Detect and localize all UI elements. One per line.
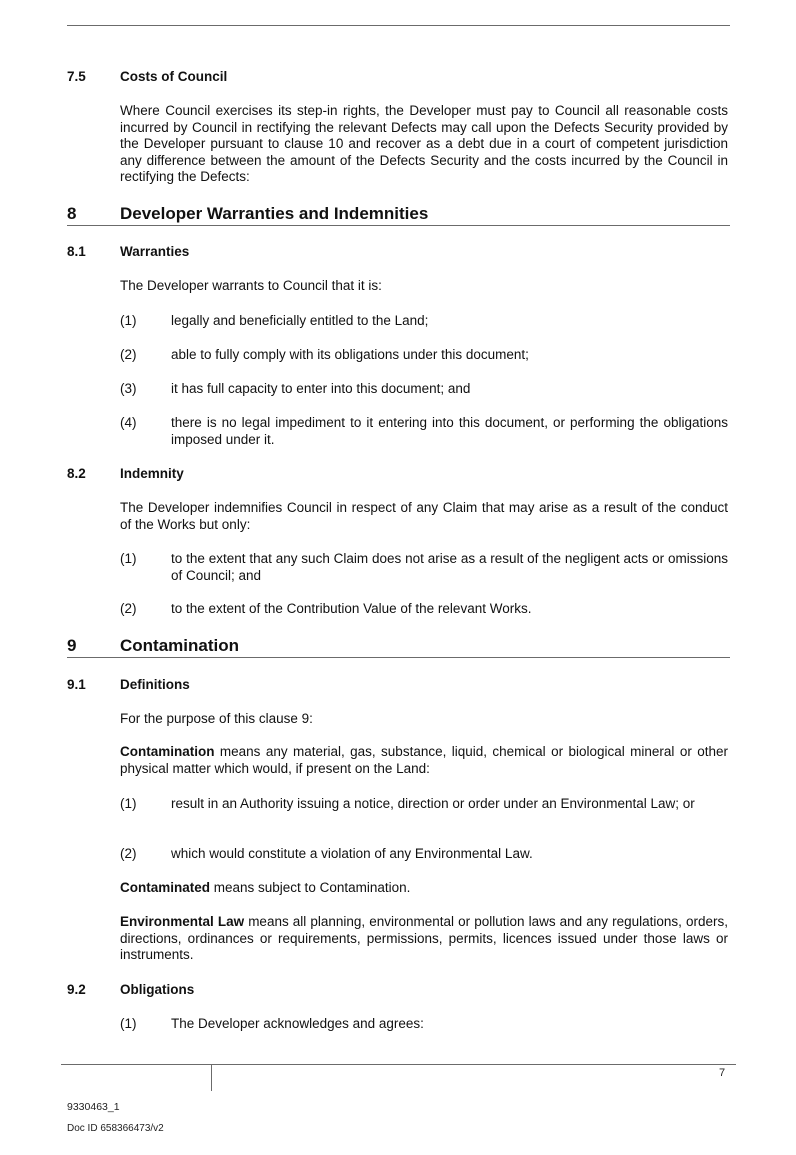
list-item-text: able to fully comply with its obligations under this document; (171, 347, 529, 362)
section-8-title: Developer Warranties and Indemnities (120, 204, 429, 223)
footer-rule (61, 1064, 736, 1065)
section-9-1-title: Definitions (120, 677, 190, 692)
page-number: 7 (719, 1067, 726, 1079)
section-7-5-title: Costs of Council (120, 69, 228, 84)
definition-text: means all planning, environmental or pollution laws and any regulations, orders, directions, ordinances or requirements, permissions, permits, licences issued under those laws or instruments. (120, 914, 728, 962)
section-9-rule (67, 657, 730, 658)
list-item-number: (2) (120, 846, 137, 861)
footer-divider (211, 1064, 212, 1091)
section-9-1-intro: For the purpose of this clause 9: (120, 711, 313, 726)
list-item-number: (2) (120, 347, 137, 362)
section-9-1-number: 9.1 (67, 677, 86, 692)
document-code: 9330463_1 (67, 1101, 120, 1113)
section-8-2-intro: The Developer indemnifies Council in respect of any Claim that may arise as a result of the conduct of the Works but only: (120, 500, 728, 532)
header-rule (67, 25, 730, 26)
definition-text: means any material, gas, substance, liquid, chemical or biological mineral or other physical matter which would, if present on the Land: (120, 744, 728, 776)
list-item-number: (3) (120, 381, 137, 396)
list-item-number: (2) (120, 601, 137, 616)
section-8-2-title: Indemnity (120, 466, 184, 481)
section-8-1-number: 8.1 (67, 244, 86, 259)
section-8-rule (67, 225, 730, 226)
list-item-text: to the extent that any such Claim does not arise as a result of the negligent acts or omissions of Council; and (171, 551, 728, 583)
definition-contaminated (120, 880, 728, 897)
list-item-number: (1) (120, 313, 137, 328)
section-9-number: 9 (67, 636, 77, 655)
list-item-number: (4) (120, 415, 137, 430)
section-7-5-body: Where Council exercises its step-in rights, the Developer must pay to Council all reasonable costs incurred by Council in rectifying the relevant Defects may call upon the Defects Security provided by the Developer pursuant to clause 10 and recover as a debt due in a court of competent jurisdiction any difference between the amount of the Defects Security and the costs incurred by the Council in rectifying the Defects: (120, 103, 728, 184)
section-8-2-number: 8.2 (67, 466, 86, 481)
section-9-title: Contamination (120, 636, 239, 655)
section-8-1-title: Warranties (120, 244, 190, 259)
definition-environmental-law (120, 914, 728, 964)
list-item-text: which would constitute a violation of any Environmental Law. (171, 846, 533, 861)
section-8-1-intro: The Developer warrants to Council that it is: (120, 278, 382, 293)
definition-term: Environmental Law (120, 914, 245, 929)
section-9-2-title: Obligations (120, 982, 195, 997)
list-item-text: to the extent of the Contribution Value of the relevant Works. (171, 601, 532, 616)
list-item-text: result in an Authority issuing a notice, direction or order under an Environmental Law; or (171, 796, 695, 811)
list-item-text: legally and beneficially entitled to the Land; (171, 313, 429, 328)
list-item-number: (1) (120, 796, 137, 811)
definition-term: Contamination (120, 744, 215, 759)
list-item-text: The Developer acknowledges and agrees: (171, 1016, 424, 1031)
list-item-number: (1) (120, 1016, 137, 1031)
definition-term: Contaminated (120, 880, 211, 895)
definition-contamination (120, 744, 728, 777)
section-8-number: 8 (67, 204, 77, 223)
section-7-5-number: 7.5 (67, 69, 86, 84)
list-item-number: (1) (120, 551, 137, 566)
list-item-text: there is no legal impediment to it entering into this document, or performing the obligations imposed under it. (171, 415, 728, 447)
document-id: Doc ID 658366473/v2 (67, 1123, 164, 1134)
section-9-2-number: 9.2 (67, 982, 86, 997)
list-item-text: it has full capacity to enter into this document; and (171, 381, 471, 396)
definition-text: means subject to Contamination. (210, 880, 411, 895)
